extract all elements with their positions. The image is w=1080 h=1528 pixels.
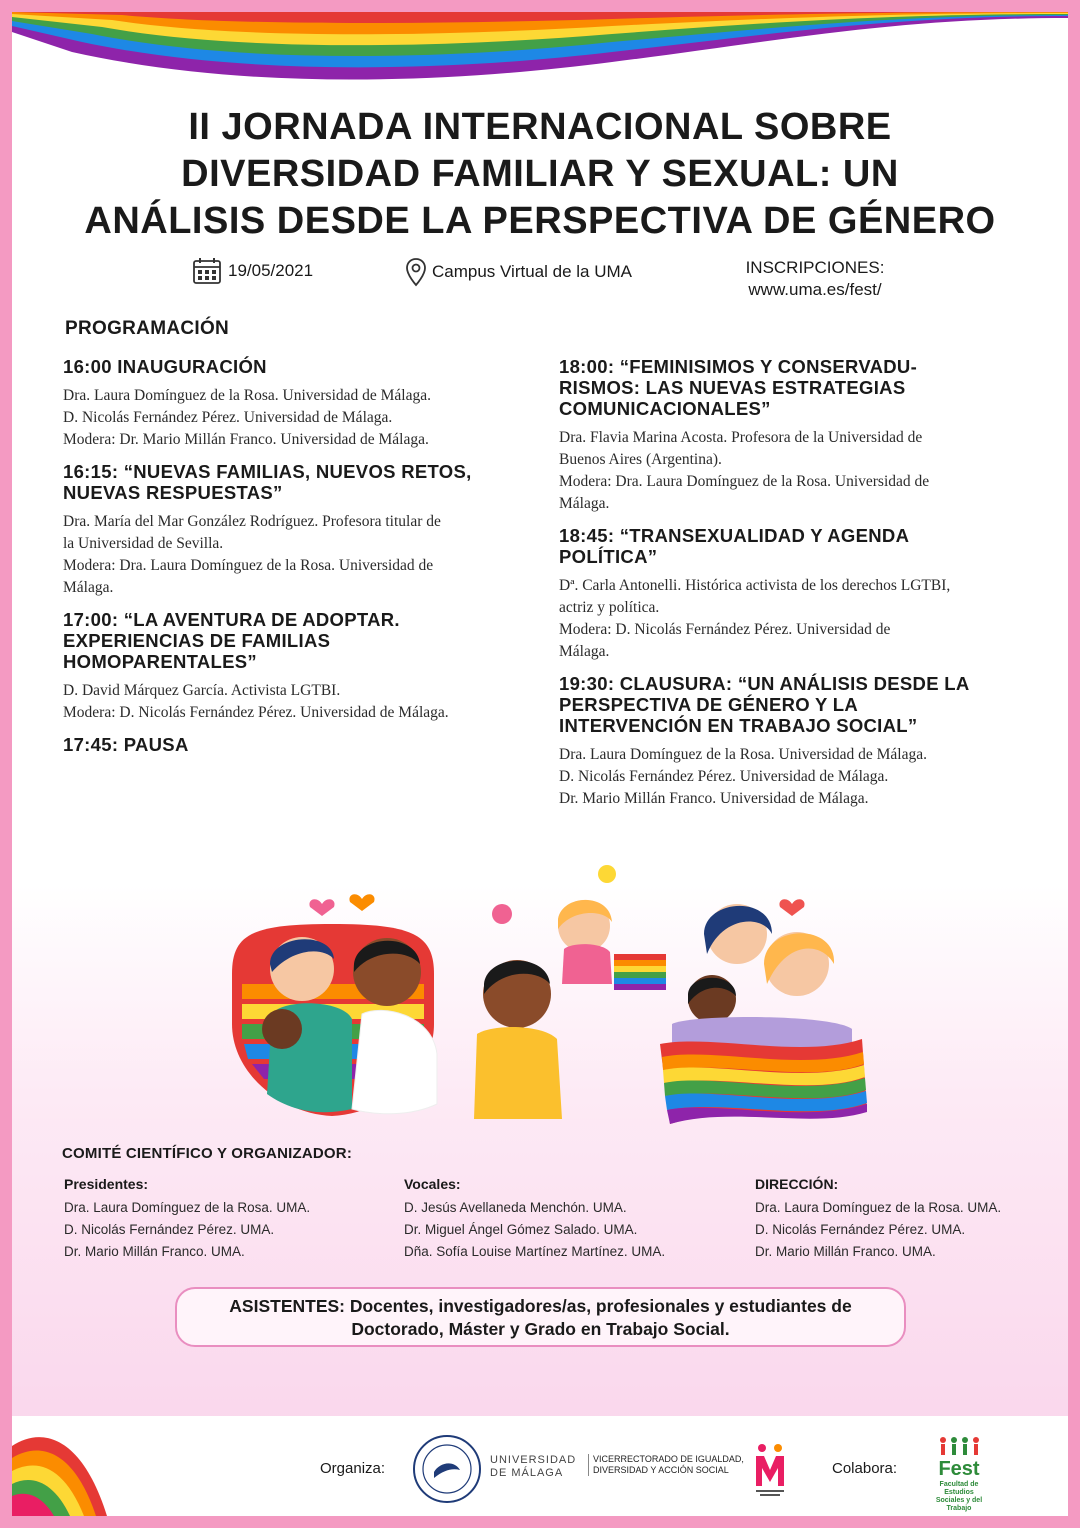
date-text: 19/05/2021 <box>228 261 314 280</box>
speaker-line: Buenos Aires (Argentina). <box>559 451 722 468</box>
fest-logo <box>924 1454 994 1513</box>
registration-url[interactable]: www.uma.es/fest/ <box>748 280 882 299</box>
poster <box>12 12 1068 1516</box>
programme-session <box>559 673 989 810</box>
speaker-line: la Universidad de Sevilla. <box>63 535 224 552</box>
programme-session <box>63 356 503 451</box>
programme-heading: PROGRAMACIÓN <box>65 318 230 339</box>
session-speakers <box>559 427 989 515</box>
igualdad-unit-logo-icon <box>752 1442 788 1498</box>
programme-session <box>63 734 503 755</box>
committee-group-vocales <box>404 1176 724 1263</box>
committee-member: Dra. Laura Domínguez de la Rosa. UMA. <box>64 1200 311 1215</box>
family-two-moms <box>660 904 867 1124</box>
speaker-line: D. Nicolás Fernández Pérez. Universidad de Málaga. <box>559 768 889 785</box>
speaker-line: Málaga. <box>559 495 610 512</box>
rainbow-wave-top <box>12 12 1068 102</box>
programme-right-column <box>559 356 989 820</box>
speaker-line: Modera: D. Nicolás Fernández Pérez. Universidad de Málaga. <box>63 704 449 721</box>
family-parent-child <box>474 865 666 1119</box>
committee-group-presidents <box>64 1176 384 1263</box>
committee-group-title: Vocales: <box>404 1176 461 1192</box>
uma-line-2: DE MÁLAGA <box>490 1467 564 1479</box>
heart-icon <box>309 899 334 916</box>
speaker-line: D. David Márquez García. Activista LGTBI. <box>63 682 341 699</box>
speaker-line: Dra. María del Mar González Rodríguez. Profesora titular de <box>63 513 441 530</box>
session-title: 17:00: “LA AVENTURA DE ADOPTAR. EXPERIENCIAS DE FAMILIAS HOMOPARENTALES” <box>63 609 400 672</box>
speaker-line: Dra. Laura Domínguez de la Rosa. Universidad de Málaga. <box>559 746 927 763</box>
speaker-line: Málaga. <box>559 643 610 660</box>
family-two-dads <box>232 924 437 1116</box>
speaker-line: Dr. Mario Millán Franco. Universidad de Málaga. <box>559 790 869 807</box>
committee-member: D. Jesús Avellaneda Menchón. UMA. <box>404 1200 627 1215</box>
committee-member: Dña. Sofía Louise Martínez Martínez. UMA. <box>404 1244 666 1259</box>
session-title: 19:30: CLAUSURA: “UN ANÁLISIS DESDE LA PERSPECTIVA DE GÉNERO Y LA INTERVENCIÓN EN TRABAJO SOCIAL” <box>559 673 969 736</box>
place-text: Campus Virtual de la UMA <box>432 262 632 281</box>
committee-member: Dra. Laura Domínguez de la Rosa. UMA. <box>755 1200 1002 1215</box>
committee-member: D. Nicolás Fernández Pérez. UMA. <box>64 1222 275 1237</box>
event-date <box>192 257 313 285</box>
speaker-line: Modera: Dr. Mario Millán Franco. Universidad de Málaga. <box>63 431 429 448</box>
attendees-line-2: Doctorado, Máster y Grado en Trabajo Social. <box>351 1319 730 1339</box>
fest-sub-1: Facultad de Estudios <box>939 1481 979 1496</box>
speaker-line: Modera: D. Nicolás Fernández Pérez. Universidad de <box>559 621 891 638</box>
title-line-3: ANÁLISIS DESDE LA PERSPECTIVA DE GÉNERO <box>84 200 996 242</box>
location-pin-icon <box>404 257 428 287</box>
heart-icon <box>779 899 804 916</box>
committee-member: Dr. Miguel Ángel Gómez Salado. UMA. <box>404 1222 638 1237</box>
vr-line-1: VICERRECTORADO DE IGUALDAD, <box>593 1454 744 1464</box>
families-illustration <box>212 854 872 1134</box>
programme-session <box>559 525 989 663</box>
session-title: 18:45: “TRANSEXUALIDAD Y AGENDA POLÍTICA” <box>559 525 909 567</box>
heart-icon <box>349 894 374 911</box>
registration <box>730 257 900 301</box>
footer-logos <box>12 1416 1068 1516</box>
speaker-line: actriz y política. <box>559 599 660 616</box>
session-speakers <box>63 511 503 599</box>
attendees-box <box>175 1287 906 1347</box>
session-title: 16:00 INAUGURACIÓN <box>63 356 267 377</box>
uma-line-1: UNIVERSIDAD <box>490 1454 577 1466</box>
committee-member: Dr. Mario Millán Franco. UMA. <box>755 1244 936 1259</box>
speaker-line: D. Nicolás Fernández Pérez. Universidad de Málaga. <box>63 409 393 426</box>
title-line-2: DIVERSIDAD FAMILIAR Y SEXUAL: UN <box>181 153 899 195</box>
speaker-line: Modera: Dra. Laura Domínguez de la Rosa. Universidad de <box>559 473 930 490</box>
vr-line-2: DIVERSIDAD Y ACCIÓN SOCIAL <box>593 1465 729 1475</box>
committee-group-title: Presidentes: <box>64 1176 149 1192</box>
session-speakers <box>559 744 989 810</box>
committee-member: D. Nicolás Fernández Pérez. UMA. <box>755 1222 966 1237</box>
organiza-label: Organiza: <box>320 1460 386 1477</box>
speaker-line: Dra. Laura Domínguez de la Rosa. Universidad de Málaga. <box>63 387 431 404</box>
attendees-line-1: ASISTENTES: Docentes, investigadores/as, profesionales y estudiantes de <box>229 1296 852 1316</box>
registration-label: INSCRIPCIONES: <box>745 258 885 277</box>
speaker-line: Dª. Carla Antonelli. Histórica activista de los derechos LGTBI, <box>559 577 951 594</box>
fest-sub-2: Sociales y del Trabajo <box>935 1497 983 1512</box>
programme-left-column <box>63 356 503 765</box>
session-title: 16:15: “NUEVAS FAMILIAS, NUEVOS RETOS, NUEVAS RESPUESTAS” <box>63 461 472 503</box>
committee-heading: COMITÉ CIENTÍFICO Y ORGANIZADOR: <box>62 1145 353 1162</box>
programme-session <box>559 356 989 515</box>
speaker-line: Málaga. <box>63 579 114 596</box>
vicerrectorado-logo-text <box>588 1454 744 1476</box>
session-title: 18:00: “FEMINISIMOS Y CONSERVADU-RISMOS: LAS NUEVAS ESTRATEGIAS COMUNICACIONALES” <box>559 356 918 419</box>
programme-session <box>63 461 503 599</box>
committee-group-direccion <box>755 1176 1068 1263</box>
session-speakers <box>63 680 503 724</box>
rainbow-wave-bottom <box>12 1416 192 1516</box>
committee-group-title: DIRECCIÓN: <box>755 1176 839 1192</box>
fest-name: Fest <box>938 1458 980 1480</box>
committee-member: Dr. Mario Millán Franco. UMA. <box>64 1244 245 1259</box>
session-title: 17:45: PAUSA <box>63 734 189 755</box>
speaker-line: Dra. Flavia Marina Acosta. Profesora de la Universidad de <box>559 429 923 446</box>
title-line-1: II JORNADA INTERNACIONAL SOBRE <box>188 106 892 148</box>
session-speakers <box>63 385 503 451</box>
session-speakers <box>559 575 989 663</box>
page-title <box>42 104 1038 245</box>
uma-logo-text <box>490 1454 576 1480</box>
programme-session <box>63 609 503 724</box>
event-place <box>404 257 632 287</box>
calendar-icon <box>192 257 222 285</box>
uma-seal-icon <box>412 1434 482 1504</box>
fest-people-icon <box>938 1436 982 1456</box>
colabora-label: Colabora: <box>832 1460 898 1477</box>
speaker-line: Modera: Dra. Laura Domínguez de la Rosa. Universidad de <box>63 557 434 574</box>
